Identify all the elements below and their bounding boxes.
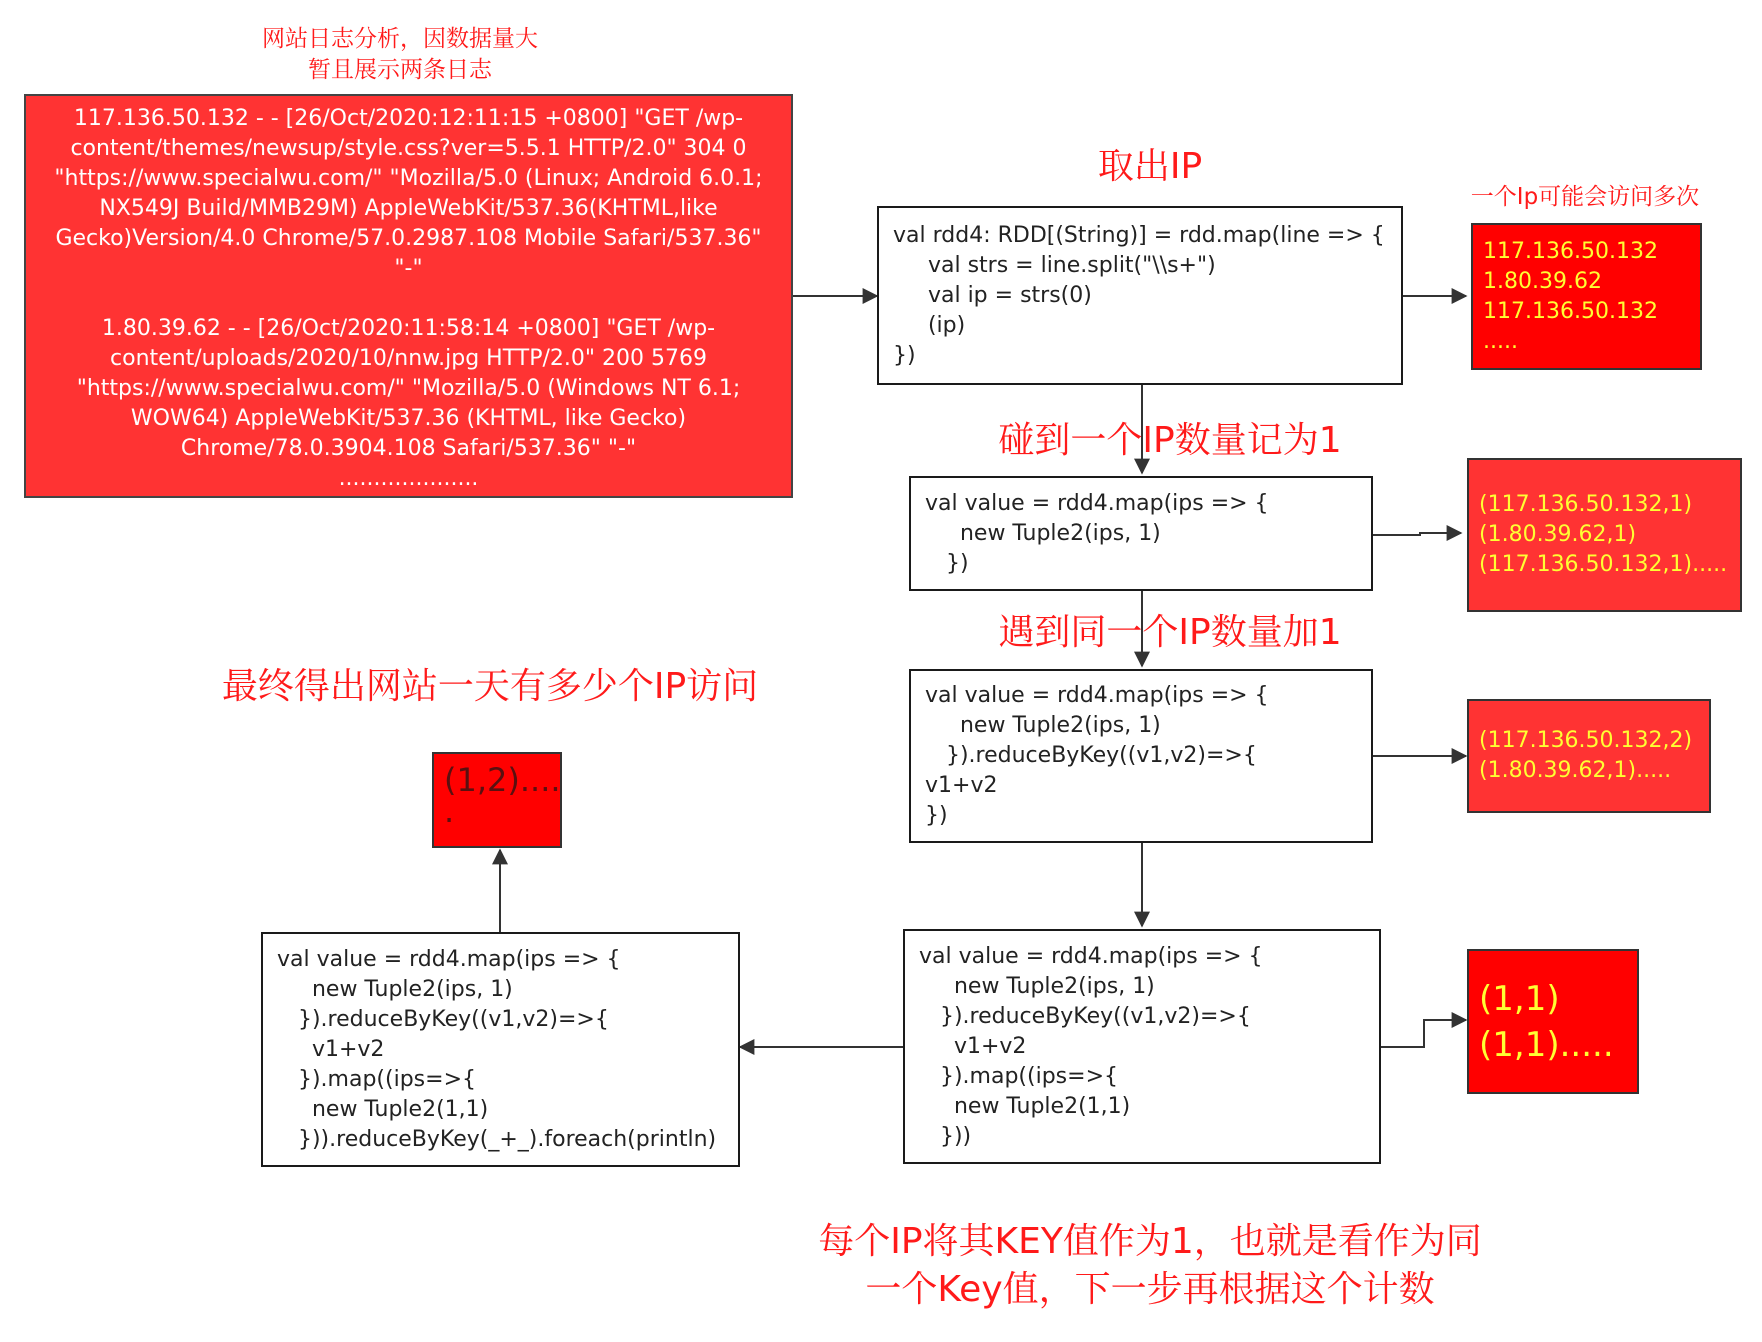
log-entry-2 [26,314,791,494]
code-box-map-to-one [903,929,1381,1164]
result-line: (1,2).... [444,761,561,799]
log-entry-1 [26,104,791,284]
add-one-label: 遇到同一个IP数量加1 [998,612,1342,653]
log-line: WOW64) AppleWebKit/537.36 (KHTML, like Gecko) [130,406,687,431]
code-line: }).reduceByKey((v1,v2)=>{ [277,1006,609,1032]
code-line: new Tuple2(ips, 1) [925,713,1161,738]
code-line: }).reduceByKey((v1,v2)=>{ [925,743,1257,768]
final-label: 最终得出网站一天有多少个IP访问 [221,666,759,707]
log-line: Gecko)Version/4.0 Chrome/57.0.2987.108 Mobile Safari/537.36" [55,226,762,251]
code-line: new Tuple2(ips, 1) [919,973,1155,999]
top-note-line-1: 网站日志分析，因数据量大 [262,26,538,52]
result-box-final [432,752,562,848]
code-line: }).map((ips=>{ [277,1066,476,1092]
arrow-step4-to-result4 [1381,1020,1466,1047]
bottom-note [800,1218,1500,1314]
log-line: content/themes/newsup/style.css?ver=5.5.1 HTTP/2.0" 304 0 [70,136,747,161]
code-box-extract-ip [877,206,1403,385]
ip-multi-label: 一个Ip可能会访问多次 [1470,184,1700,210]
top-note-line-2: 暂且展示两条日志 [308,57,492,83]
code-line: }) [893,342,916,368]
log-line: content/uploads/2020/10/nnw.jpg HTTP/2.0" 200 5769 [110,346,707,371]
result-line: (1,1)..... [1479,1024,1614,1065]
result-line: (117.136.50.132,2) [1479,728,1693,753]
log-line: 117.136.50.132 - - [26/Oct/2020:12:11:15 +0800] "GET /wp- [73,106,744,131]
log-line: Chrome/78.0.3904.108 Safari/537.36" "-" [180,436,637,461]
result-line: (1.80.39.62,1) [1479,522,1637,547]
code-line: }).map((ips=>{ [919,1063,1118,1089]
result-line: (1,1) [1479,978,1560,1019]
code-line: }) [925,803,948,828]
code-line: val ip = strs(0) [893,282,1092,308]
result-box-tuples [1467,458,1742,612]
code-line: new Tuple2(1,1) [919,1093,1131,1119]
code-line: new Tuple2(ips, 1) [925,520,1161,546]
result-line: 117.136.50.132 [1483,238,1658,264]
result-line: 1.80.39.62 [1483,268,1602,294]
code-line: val rdd4: RDD[(String)] = rdd.map(line => { [893,222,1385,248]
result-line: (1.80.39.62,1)..... [1479,758,1672,783]
code-line: v1+v2 [919,1033,1027,1059]
result-line: ..... [1483,328,1518,354]
result-line: (117.136.50.132,1)..... [1479,552,1728,577]
log-line: .................... [338,466,479,491]
code-line: }).reduceByKey((v1,v2)=>{ [919,1003,1251,1029]
code-line: new Tuple2(1,1) [277,1096,489,1122]
code-line: val value = rdd4.map(ips => { [925,490,1269,516]
code-line: (ip) [893,312,966,338]
code-line: val value = rdd4.map(ips => { [925,683,1269,708]
code-line: v1+v2 [277,1036,385,1062]
code-line: val strs = line.split("\\s+") [893,252,1216,278]
log-line: "https://www.specialwu.com/" "Mozilla/5.0 (Windows NT 6.1; [76,376,741,401]
code-line: v1+v2 [925,773,998,798]
code-line: }) [925,550,969,576]
log-line: "https://www.specialwu.com/" "Mozilla/5.0 (Linux; Android 6.0.1; [54,166,763,191]
result-line: . [444,792,455,830]
log-line: "-" [394,256,423,281]
log-line: 1.80.39.62 - - [26/Oct/2020:11:58:14 +0800] "GET /wp- [101,316,716,341]
result-box-ips [1471,223,1702,370]
code-line: val value = rdd4.map(ips => { [919,943,1263,969]
code-box-reduce-by-key [909,669,1373,843]
result-line: (117.136.50.132,1) [1479,492,1693,517]
top-note [220,24,580,86]
log-line: NX549J Build/MMB29M) AppleWebKit/537.36(KHTML,like [99,196,718,221]
bottom-note-line-2: 一个Key值，下一步再根据这个计数 [865,1269,1435,1310]
log-box [24,94,793,498]
result-line: 117.136.50.132 [1483,298,1658,324]
result-box-ones [1467,949,1639,1094]
count-one-label: 碰到一个IP数量记为1 [998,420,1342,461]
code-line: })) [919,1123,972,1149]
result-box-reduced [1467,699,1711,813]
code-line: })).reduceByKey(_+_).foreach(println) [277,1126,717,1152]
arrow-step2-to-result2 [1373,533,1461,535]
code-line: val value = rdd4.map(ips => { [277,946,621,972]
bottom-note-line-1: 每个IP将其KEY值作为1，也就是看作为同 [818,1221,1482,1262]
code-box-final-count [261,932,740,1167]
extract-ip-label: 取出IP [1097,146,1203,187]
code-box-map-tuple [909,476,1373,591]
code-line: new Tuple2(ips, 1) [277,976,513,1002]
